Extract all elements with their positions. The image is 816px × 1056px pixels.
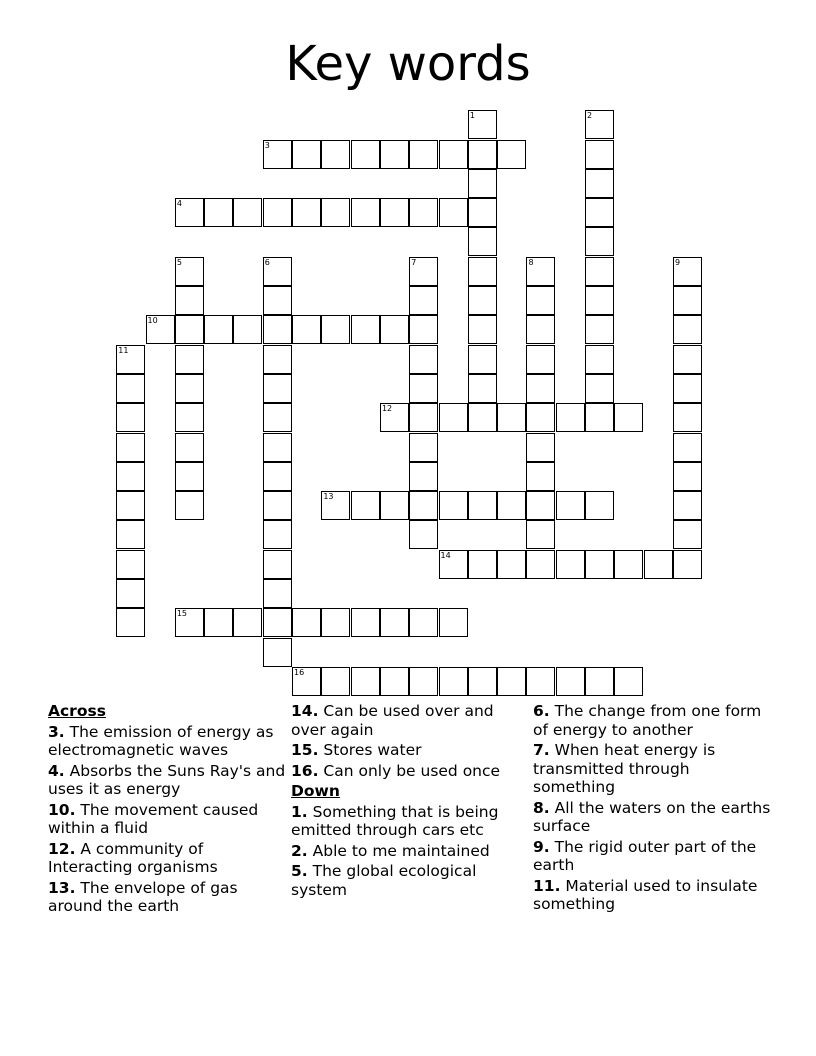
crossword-cell[interactable] [468, 491, 497, 520]
across-clue [48, 801, 288, 838]
clue-number: 4 [176, 199, 182, 209]
crossword-cell[interactable] [409, 433, 438, 462]
crossword-cell[interactable] [468, 667, 497, 696]
crossword-cell[interactable] [585, 286, 614, 315]
down-clue [533, 741, 773, 797]
across-clue [48, 840, 288, 877]
crossword-cell[interactable] [321, 140, 350, 169]
crossword-cell[interactable] [585, 227, 614, 256]
crossword-cell[interactable] [526, 374, 555, 403]
crossword-cell[interactable] [585, 110, 614, 139]
clue-number: 15. [291, 741, 319, 759]
crossword-cell[interactable] [380, 608, 409, 637]
crossword-cell[interactable] [409, 462, 438, 491]
clue-number: 10 [147, 316, 158, 326]
page-title: Key words [285, 36, 531, 92]
clue-text: The change from one form of energy to another [533, 702, 762, 739]
down-heading: Down [291, 782, 340, 800]
crossword-cell[interactable] [380, 403, 409, 432]
crossword-cell[interactable] [175, 286, 204, 315]
crossword-cell[interactable] [673, 491, 702, 520]
clue-number: 16 [294, 667, 305, 677]
crossword-cell[interactable] [175, 374, 204, 403]
crossword-cell[interactable] [439, 608, 468, 637]
crossword-cell[interactable] [439, 140, 468, 169]
crossword-cell[interactable] [292, 667, 321, 696]
clue-text: Can be used over and over again [291, 702, 494, 739]
crossword-cell[interactable] [585, 257, 614, 286]
crossword-cell[interactable] [321, 491, 350, 520]
crossword-cell[interactable] [497, 403, 526, 432]
crossword-cell[interactable] [263, 550, 292, 579]
crossword-cell[interactable] [468, 550, 497, 579]
crossword-cell[interactable] [233, 198, 262, 227]
crossword-cell[interactable] [321, 198, 350, 227]
clue-number: 12. [48, 839, 76, 858]
crossword-cell[interactable] [116, 374, 145, 403]
crossword-cell[interactable] [585, 198, 614, 227]
crossword-cell[interactable] [263, 315, 292, 344]
crossword-cell[interactable] [409, 608, 438, 637]
crossword-cell[interactable] [263, 579, 292, 608]
crossword-cell[interactable] [116, 550, 145, 579]
crossword-cell[interactable] [380, 491, 409, 520]
clue-text: A community of Interacting organisms [48, 839, 218, 876]
crossword-cell[interactable] [526, 550, 555, 579]
clue-number: 2 [587, 111, 593, 121]
crossword-cell[interactable] [263, 520, 292, 549]
clue-number: 5 [176, 257, 182, 267]
crossword-cell[interactable] [526, 462, 555, 491]
down-clue [291, 862, 531, 899]
crossword-cell[interactable] [175, 345, 204, 374]
crossword-cell[interactable] [585, 169, 614, 198]
crossword-cell[interactable] [585, 550, 614, 579]
crossword-cell[interactable] [116, 345, 145, 374]
clues-column-2 [291, 702, 531, 901]
crossword-cell[interactable] [526, 433, 555, 462]
crossword-cell[interactable] [673, 286, 702, 315]
crossword-cell[interactable] [292, 140, 321, 169]
across-heading: Across [48, 702, 106, 720]
crossword-cell[interactable] [351, 667, 380, 696]
crossword-cell[interactable] [263, 257, 292, 286]
crossword-cell[interactable] [468, 169, 497, 198]
crossword-cell[interactable] [673, 462, 702, 491]
crossword-cell[interactable] [175, 462, 204, 491]
crossword-cell[interactable] [116, 579, 145, 608]
clue-text: The movement caused within a fluid [48, 800, 259, 837]
crossword-cell[interactable] [175, 608, 204, 637]
clue-text: The envelope of gas around the earth [48, 878, 238, 915]
crossword-cell[interactable] [409, 520, 438, 549]
crossword-cell[interactable] [497, 491, 526, 520]
crossword-cell[interactable] [468, 227, 497, 256]
crossword-cell[interactable] [526, 491, 555, 520]
crossword-cell[interactable] [497, 140, 526, 169]
crossword-cell[interactable] [585, 374, 614, 403]
crossword-cell[interactable] [673, 403, 702, 432]
crossword-cell[interactable] [409, 667, 438, 696]
across-clue [48, 879, 288, 916]
crossword-cell[interactable] [409, 257, 438, 286]
clue-text: The rigid outer part of the earth [533, 837, 757, 874]
crossword-cell[interactable] [263, 638, 292, 667]
crossword-cell[interactable] [439, 491, 468, 520]
crossword-cell[interactable] [380, 198, 409, 227]
crossword-cell[interactable] [439, 667, 468, 696]
crossword-cell[interactable] [409, 198, 438, 227]
crossword-cell[interactable] [380, 140, 409, 169]
crossword-cell[interactable] [263, 403, 292, 432]
crossword-cell[interactable] [380, 315, 409, 344]
crossword-cell[interactable] [468, 110, 497, 139]
clue-number: 14 [440, 550, 451, 560]
crossword-cell[interactable] [175, 403, 204, 432]
crossword-cell[interactable] [526, 667, 555, 696]
crossword-cell[interactable] [673, 315, 702, 344]
clue-number: 13 [323, 492, 334, 502]
across-clue [48, 762, 288, 799]
clue-number: 14. [291, 702, 319, 720]
clue-text: Something that is being emitted through cars etc [291, 802, 499, 839]
crossword-cell[interactable] [175, 198, 204, 227]
crossword-cell[interactable] [673, 520, 702, 549]
down-clue [291, 803, 531, 840]
crossword-cell[interactable] [585, 345, 614, 374]
clue-number: 3. [48, 722, 65, 741]
crossword-cell[interactable] [585, 667, 614, 696]
crossword-cell[interactable] [673, 550, 702, 579]
crossword-cell[interactable] [116, 403, 145, 432]
crossword-cell[interactable] [175, 315, 204, 344]
crossword-cell[interactable] [263, 608, 292, 637]
crossword-cell[interactable] [673, 257, 702, 286]
crossword-cell[interactable] [526, 345, 555, 374]
crossword-cell[interactable] [321, 315, 350, 344]
crossword-cell[interactable] [263, 433, 292, 462]
clue-number: 16. [291, 761, 319, 780]
crossword-cell[interactable] [497, 667, 526, 696]
crossword-cell[interactable] [146, 315, 175, 344]
clue-number: 6. [533, 702, 550, 720]
crossword-cell[interactable] [439, 550, 468, 579]
clue-number: 9. [533, 837, 550, 856]
crossword-cell[interactable] [409, 345, 438, 374]
clue-number: 2. [291, 841, 308, 860]
clue-number: 7 [411, 257, 417, 267]
crossword-cell[interactable] [468, 345, 497, 374]
clue-number: 9 [674, 257, 681, 267]
crossword-cell[interactable] [321, 667, 350, 696]
crossword-cell[interactable] [468, 315, 497, 344]
crossword-cell[interactable] [526, 315, 555, 344]
crossword-cell[interactable] [233, 315, 262, 344]
crossword-cell[interactable] [351, 198, 380, 227]
clue-number: 13. [48, 878, 76, 897]
clue-number: 11. [533, 876, 561, 895]
crossword-cell[interactable] [263, 286, 292, 315]
clue-text: When heat energy is transmitted through something [533, 741, 716, 796]
clue-number: 12 [381, 404, 393, 414]
crossword-cell[interactable] [204, 315, 233, 344]
crossword-cell[interactable] [409, 374, 438, 403]
clues-column-3 [533, 702, 773, 916]
crossword-cell[interactable] [556, 550, 585, 579]
clue-number: 4. [48, 761, 65, 780]
crossword-cell[interactable] [409, 286, 438, 315]
crossword-cell[interactable] [409, 140, 438, 169]
clue-number: 8 [528, 257, 534, 267]
crossword-cell[interactable] [380, 667, 409, 696]
crossword-cell[interactable] [409, 491, 438, 520]
across-clue [48, 723, 288, 760]
crossword-cell[interactable] [409, 315, 438, 344]
crossword-cell[interactable] [497, 550, 526, 579]
crossword-cell[interactable] [585, 140, 614, 169]
crossword-cell[interactable] [263, 491, 292, 520]
down-clue [533, 799, 773, 836]
crossword-cell[interactable] [116, 462, 145, 491]
crossword-cell[interactable] [614, 667, 643, 696]
crossword-cell[interactable] [351, 315, 380, 344]
clue-text: Material used to insulate something [533, 876, 758, 913]
crossword-cell[interactable] [116, 520, 145, 549]
crossword-cell[interactable] [233, 608, 262, 637]
crossword-cell[interactable] [175, 257, 204, 286]
down-clue [291, 842, 531, 861]
crossword-cell[interactable] [526, 403, 555, 432]
crossword-cell[interactable] [468, 403, 497, 432]
crossword-cell[interactable] [526, 286, 555, 315]
clue-number: 15 [176, 609, 188, 619]
crossword-cell[interactable] [351, 608, 380, 637]
crossword-cell[interactable] [292, 608, 321, 637]
crossword-cell[interactable] [204, 608, 233, 637]
crossword-cell[interactable] [292, 315, 321, 344]
clue-number: 6 [264, 257, 270, 267]
crossword-cell[interactable] [263, 462, 292, 491]
crossword-cell[interactable] [556, 491, 585, 520]
crossword-cell[interactable] [116, 608, 145, 637]
clue-text: The global ecological system [291, 862, 477, 899]
clue-number: 1. [291, 802, 308, 821]
crossword-cell[interactable] [585, 491, 614, 520]
down-clue [533, 702, 773, 739]
crossword-cell[interactable] [439, 403, 468, 432]
crossword-cell[interactable] [116, 491, 145, 520]
crossword-cell[interactable] [351, 140, 380, 169]
crossword-cell[interactable] [263, 198, 292, 227]
clue-text: All the waters on the earths surface [533, 798, 771, 835]
crossword-cell[interactable] [585, 315, 614, 344]
crossword-cell[interactable] [644, 550, 673, 579]
crossword-cell[interactable] [526, 520, 555, 549]
across-clue [291, 702, 531, 739]
clue-number: 5. [291, 862, 308, 880]
crossword-cell[interactable] [673, 374, 702, 403]
crossword-cell[interactable] [263, 140, 292, 169]
crossword-cell[interactable] [263, 345, 292, 374]
crossword-cell[interactable] [292, 198, 321, 227]
down-clue [533, 877, 773, 914]
clue-number: 3 [264, 140, 270, 150]
clues-column-1 [48, 702, 288, 918]
crossword-cell[interactable] [556, 667, 585, 696]
crossword-cell[interactable] [556, 403, 585, 432]
clue-number: 10. [48, 800, 76, 819]
clue-number: 1 [469, 111, 475, 121]
crossword-cell[interactable] [468, 140, 497, 169]
down-clue [533, 838, 773, 875]
crossword-cell[interactable] [468, 286, 497, 315]
clue-number: 11 [118, 345, 129, 355]
across-clue [291, 741, 531, 760]
clue-text: Can only be used once [323, 761, 501, 780]
crossword-cell[interactable] [439, 198, 468, 227]
clue-text: Absorbs the Suns Ray's and uses it as energy [48, 761, 286, 798]
clue-text: The emission of energy as electromagnetic waves [48, 722, 274, 759]
crossword-cell[interactable] [614, 550, 643, 579]
clue-text: Stores water [323, 741, 422, 759]
clue-number: 8. [533, 798, 550, 817]
across-clue [291, 762, 531, 781]
crossword-cell[interactable] [585, 403, 614, 432]
crossword-cell[interactable] [468, 257, 497, 286]
crossword-cell[interactable] [673, 433, 702, 462]
crossword-cell[interactable] [175, 433, 204, 462]
crossword-cell[interactable] [526, 257, 555, 286]
crossword-cell[interactable] [351, 491, 380, 520]
crossword-cell[interactable] [468, 198, 497, 227]
crossword-cell[interactable] [409, 403, 438, 432]
crossword-cell[interactable] [263, 374, 292, 403]
crossword-cell[interactable] [175, 491, 204, 520]
crossword-cell[interactable] [468, 374, 497, 403]
crossword-cell[interactable] [673, 345, 702, 374]
clue-text: Able to me maintained [312, 841, 490, 860]
crossword-cell[interactable] [204, 198, 233, 227]
crossword-cell[interactable] [116, 433, 145, 462]
clue-number: 7. [533, 741, 550, 759]
crossword-cell[interactable] [614, 403, 643, 432]
crossword-cell[interactable] [321, 608, 350, 637]
